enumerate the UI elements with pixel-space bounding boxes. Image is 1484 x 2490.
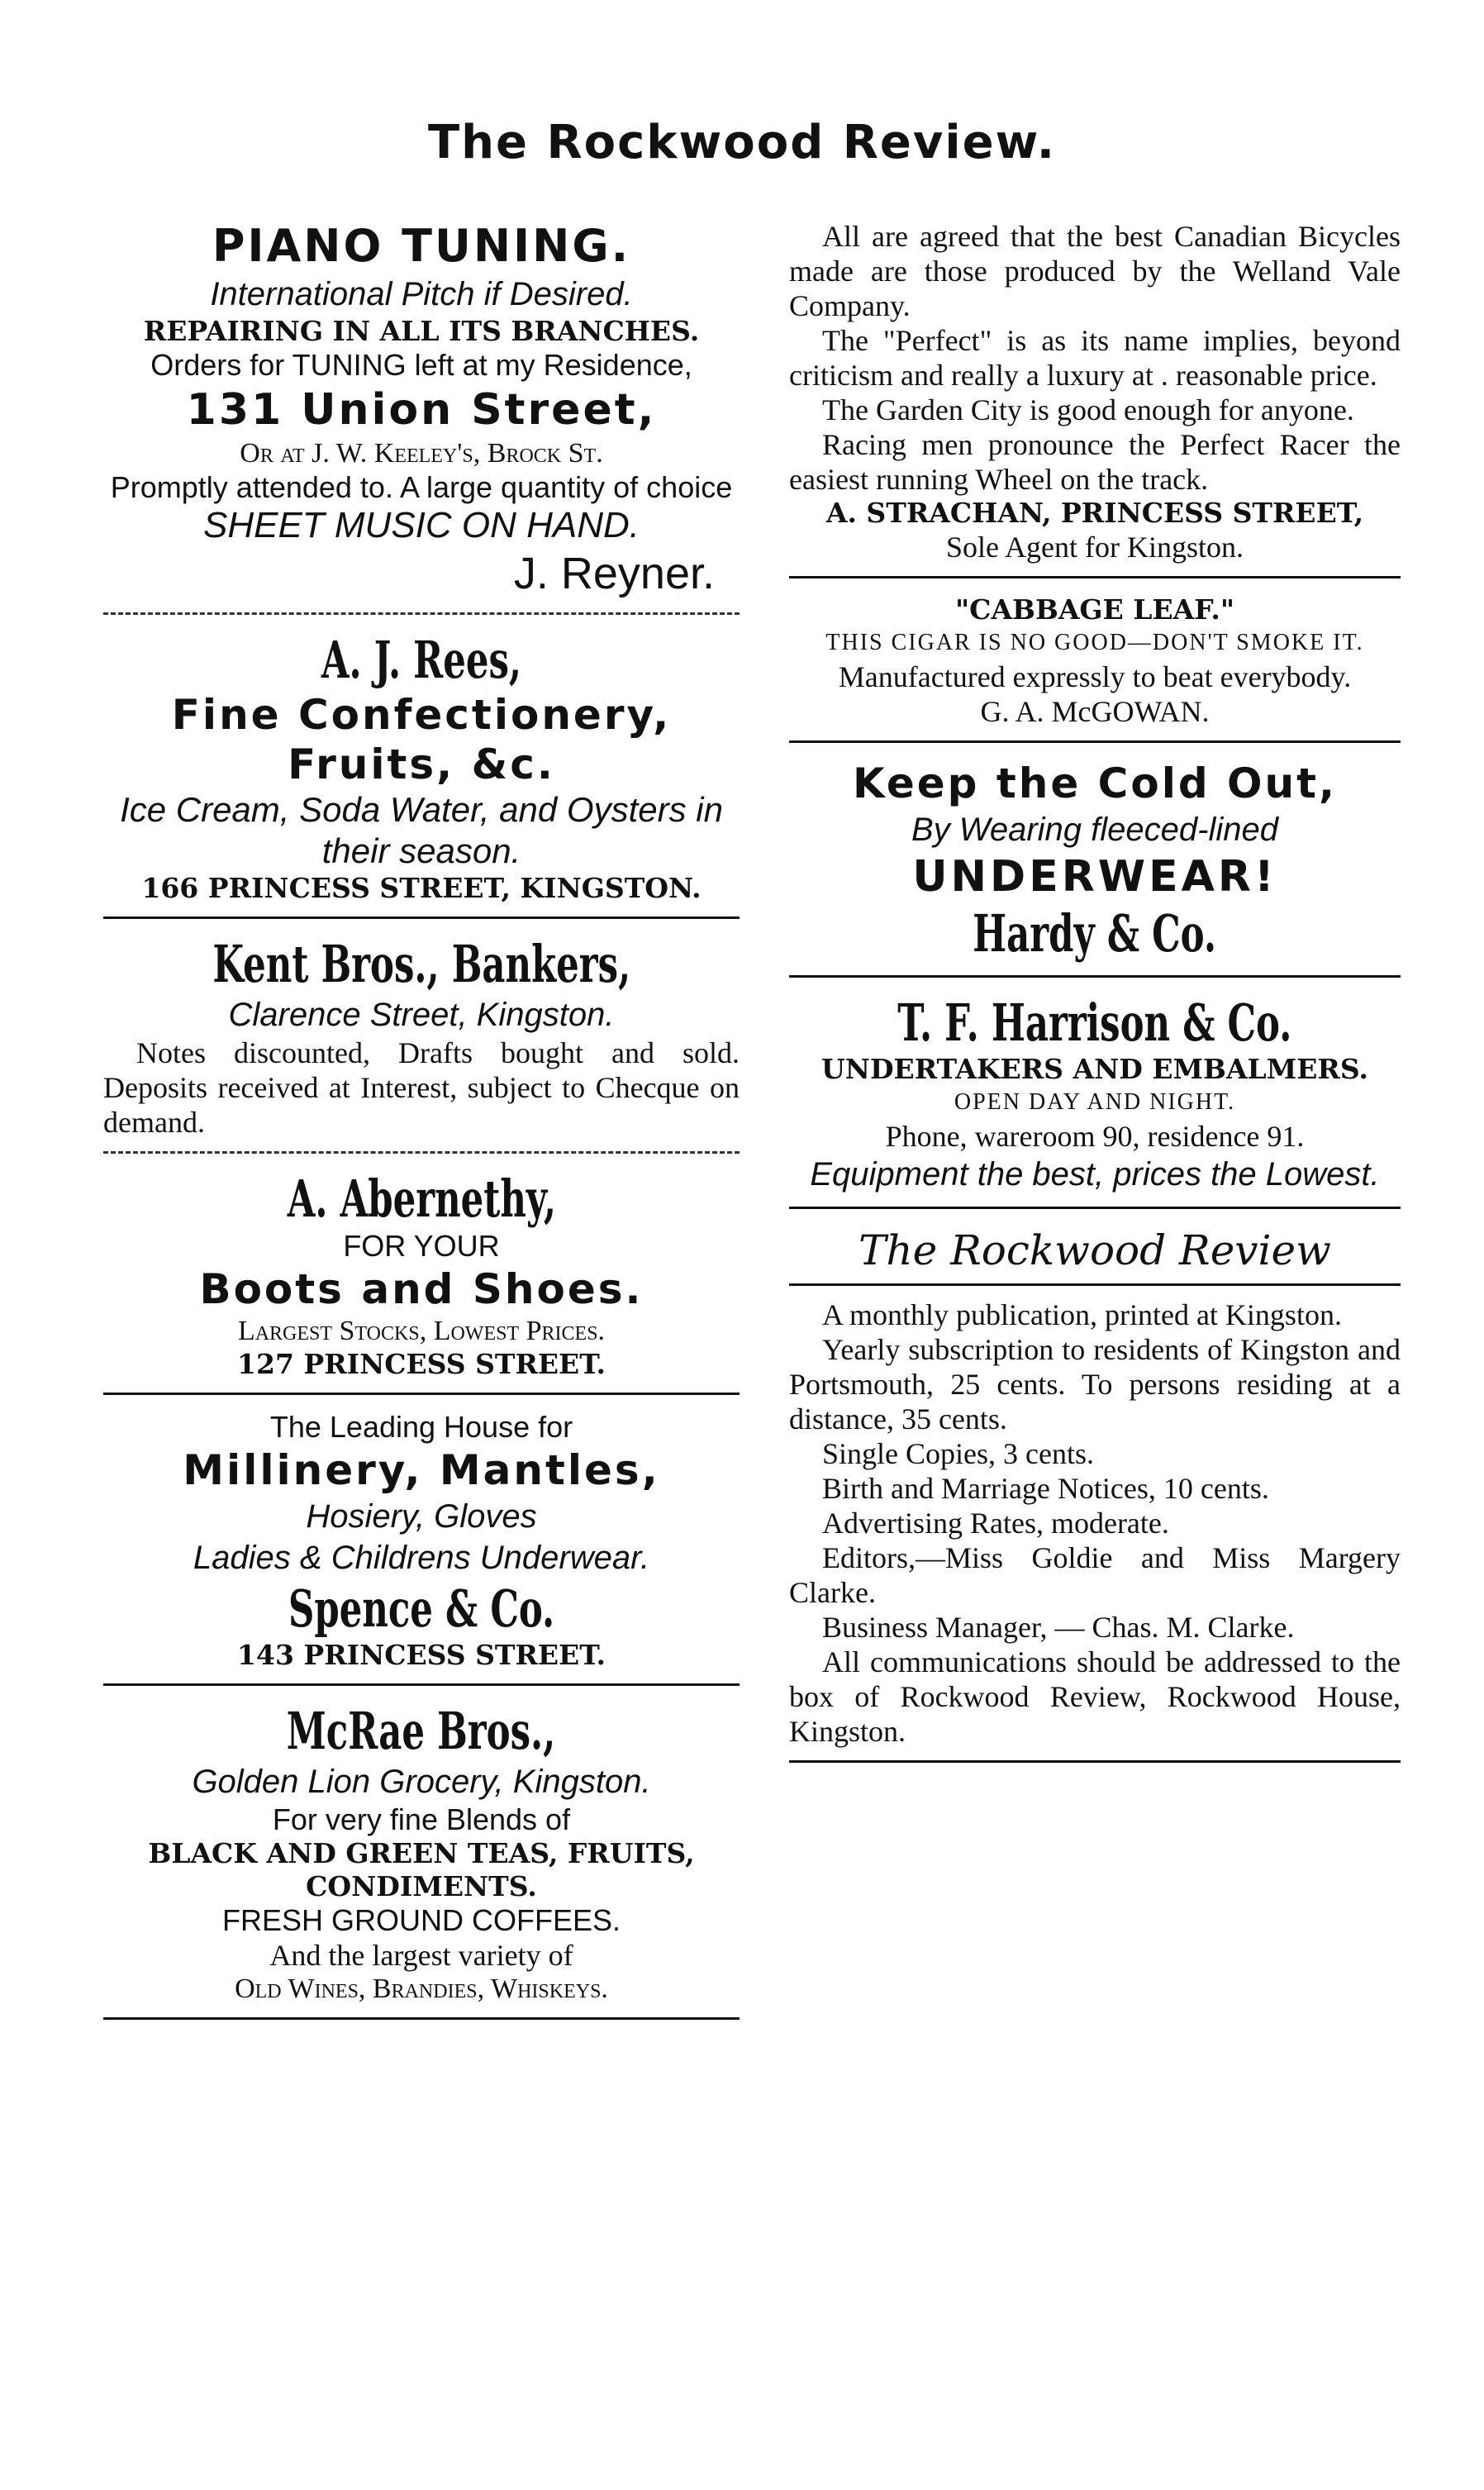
kent-name: Kent Bros., Bankers, xyxy=(212,934,630,994)
piano-or-at: Or at J. W. Keeley's, Brock St. xyxy=(240,438,603,469)
bicycles-ad xyxy=(789,219,1401,564)
rees-ad xyxy=(103,630,740,905)
piano-tuning-ad xyxy=(103,219,740,601)
harrison-name: T. F. Harrison & Co. xyxy=(897,993,1292,1053)
review-p3: Single Copies, 3 cents. xyxy=(822,1437,1094,1470)
abernethy-boots: Boots and Shoes. xyxy=(199,1265,644,1313)
cabbage-title: "CABBAGE LEAF." xyxy=(954,593,1235,626)
rees-address: 166 PRINCESS STREET, KINGSTON. xyxy=(141,872,702,904)
divider xyxy=(103,916,740,919)
rees-ice-cream: Ice Cream, Soda Water, and Oysters in their season. xyxy=(120,790,723,870)
cabbage-no-good: THIS CIGAR IS NO GOOD—DON'T SMOKE IT. xyxy=(825,630,1364,655)
mcrae-teas: BLACK AND GREEN TEAS, FRUITS, CONDIMENTS. xyxy=(148,1837,695,1902)
spence-name: Spence & Co. xyxy=(288,1578,555,1639)
hardy-keep-cold: Keep the Cold Out, xyxy=(852,759,1338,807)
hardy-name: Hardy & Co. xyxy=(973,903,1217,964)
divider xyxy=(103,1151,740,1154)
divider xyxy=(103,1683,740,1686)
abernethy-name: A. Abernethy, xyxy=(287,1169,556,1229)
abernethy-ad xyxy=(103,1169,740,1381)
cabbage-manufactured: Manufactured expressly to beat everybody. xyxy=(838,660,1352,693)
piano-repairing: REPAIRING IN ALL ITS BRANCHES. xyxy=(143,315,700,347)
review-p8: All communications should be addressed to the box of Rockwood Review, Rockwood House, Kingston. xyxy=(789,1645,1401,1748)
cabbage-name: G. A. McGOWAN. xyxy=(980,695,1210,728)
piano-pitch: International Pitch if Desired. xyxy=(210,276,633,312)
divider xyxy=(789,576,1401,578)
divider xyxy=(103,612,740,615)
mcrae-wines: Old Wines, Brandies, Whiskeys. xyxy=(235,1973,608,2004)
spence-leading: The Leading House for xyxy=(269,1410,573,1444)
review-p7: Business Manager, — Chas. M. Clarke. xyxy=(822,1611,1295,1644)
divider xyxy=(103,1393,740,1395)
bicycles-p2: The "Perfect" is as its name implies, beyond criticism and really a luxury at . reasonable price. xyxy=(789,324,1401,392)
rees-fruits: Fruits, &c. xyxy=(288,740,555,788)
bicycles-p1: All are agreed that the best Canadian Bicycles made are those produced by the Welland Vale Company. xyxy=(789,220,1401,322)
divider xyxy=(789,1207,1401,1209)
mcrae-golden-lion: Golden Lion Grocery, Kingston. xyxy=(192,1764,651,1800)
harrison-ad xyxy=(789,993,1401,1195)
piano-promptly: Promptly attended to. A large quantity of choice xyxy=(110,470,733,504)
mcrae-coffees: FRESH GROUND COFFEES. xyxy=(221,1903,621,1937)
bicycles-sole-agent: Sole Agent for Kingston. xyxy=(946,531,1244,564)
piano-sheet-music: SHEET MUSIC ON HAND. xyxy=(202,505,640,545)
spence-millinery: Millinery, Mantles, xyxy=(183,1446,660,1494)
piano-headline: PIANO TUNING. xyxy=(212,220,631,272)
divider xyxy=(789,740,1401,743)
divider xyxy=(103,2017,740,2020)
spence-address: 143 PRINCESS STREET. xyxy=(237,1639,606,1671)
mcrae-ad xyxy=(103,1701,740,2006)
divider xyxy=(789,1283,1401,1286)
review-p4: Birth and Marriage Notices, 10 cents. xyxy=(822,1472,1269,1505)
left-column xyxy=(103,219,740,2035)
bicycles-p3: The Garden City is good enough for anyone. xyxy=(822,393,1354,426)
harrison-open: OPEN DAY AND NIGHT. xyxy=(954,1089,1236,1115)
rees-confectionery: Fine Confectionery, xyxy=(171,691,672,739)
divider xyxy=(789,1760,1401,1763)
spence-hosiery: Hosiery, Gloves xyxy=(306,1498,537,1535)
mcrae-name: McRae Bros., xyxy=(287,1701,556,1761)
divider xyxy=(789,975,1401,978)
abernethy-largest: Largest Stocks, Lowest Prices. xyxy=(237,1316,606,1346)
abernethy-address: 127 PRINCESS STREET. xyxy=(237,1348,606,1380)
cabbage-leaf-ad xyxy=(789,593,1401,729)
rees-name: A. J. Rees, xyxy=(321,630,522,690)
kent-ad xyxy=(103,934,740,1140)
kent-body: Notes discounted, Drafts bought and sold. Deposits received at Interest, subject to Checque on demand. xyxy=(103,1036,740,1139)
hardy-ad xyxy=(789,758,1401,964)
page-title: The Rockwood Review. xyxy=(427,116,1057,169)
review-title: The Rockwood Review xyxy=(859,1226,1331,1274)
spence-ad xyxy=(103,1410,740,1672)
mcrae-largest: And the largest variety of xyxy=(269,1939,573,1972)
right-column xyxy=(789,219,1401,1778)
bicycles-agent: A. STRACHAN, PRINCESS STREET, xyxy=(825,497,1364,529)
review-p1: A monthly publication, printed at Kingston. xyxy=(822,1298,1342,1331)
spence-ladies: Ladies & Childrens Underwear. xyxy=(193,1540,650,1576)
review-p5: Advertising Rates, moderate. xyxy=(822,1507,1169,1540)
harrison-equipment: Equipment the best, prices the Lowest. xyxy=(810,1156,1380,1193)
harrison-phone: Phone, wareroom 90, residence 91. xyxy=(885,1120,1305,1153)
hardy-by-wearing: By Wearing fleeced-lined xyxy=(911,812,1278,848)
kent-street: Clarence Street, Kingston. xyxy=(228,997,615,1033)
piano-street: 131 Union Street, xyxy=(186,385,657,435)
mcrae-for-fine: For very fine Blends of xyxy=(272,1802,571,1836)
piano-signature: J. Reyner. xyxy=(513,549,715,598)
abernethy-for-your: FOR YOUR xyxy=(343,1229,500,1263)
harrison-undertakers: UNDERTAKERS AND EMBALMERS. xyxy=(821,1053,1368,1085)
review-p6: Editors,—Miss Goldie and Miss Margery Clarke. xyxy=(789,1541,1401,1609)
bicycles-p4: Racing men pronounce the Perfect Racer the easiest running Wheel on the track. xyxy=(789,428,1401,496)
review-info xyxy=(789,1224,1401,1749)
hardy-underwear: UNDERWEAR! xyxy=(912,852,1277,902)
piano-orders: Orders for TUNING left at my Residence, xyxy=(150,348,692,382)
review-p2: Yearly subscription to residents of Kingston and Portsmouth, 25 cents. To persons residing at a distance, 35 cents. xyxy=(789,1333,1401,1435)
